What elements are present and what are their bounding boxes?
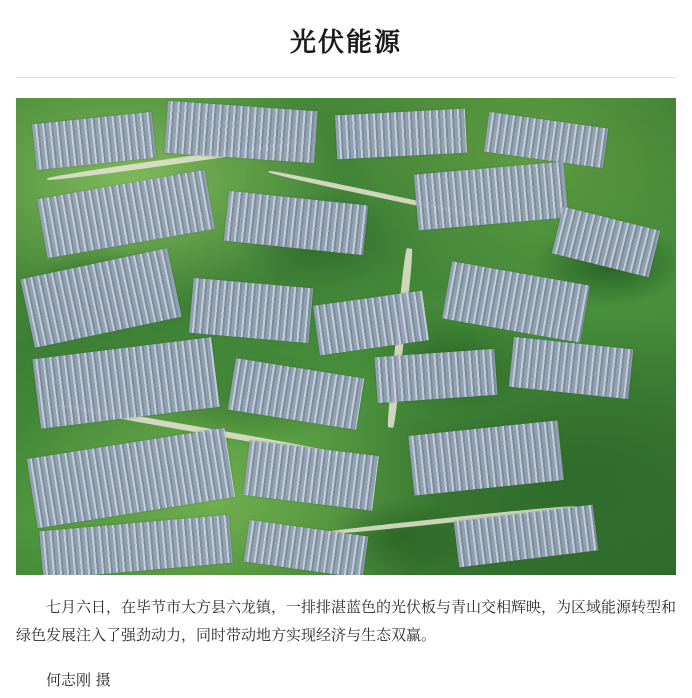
solar-panel-array — [335, 109, 467, 160]
page-title: 光伏能源 — [289, 28, 402, 58]
photo-credit — [16, 667, 676, 693]
caption-text: 七月六日，在毕节市大方县六龙镇，一排排湛蓝色的光伏板与青山交相辉映，为区域能源转型和绿色发展注入了强劲动力，同时带动地方实现经济与生态双赢。 — [16, 598, 677, 644]
title-divider — [16, 77, 676, 78]
aerial-photo — [16, 98, 676, 575]
credit-text: 何志刚 摄 — [46, 671, 111, 689]
solar-panel-array — [189, 278, 313, 343]
solar-panel-array — [164, 101, 317, 163]
solar-panel-array — [375, 349, 498, 403]
photo-caption — [16, 593, 676, 649]
photo-figure — [16, 98, 676, 575]
